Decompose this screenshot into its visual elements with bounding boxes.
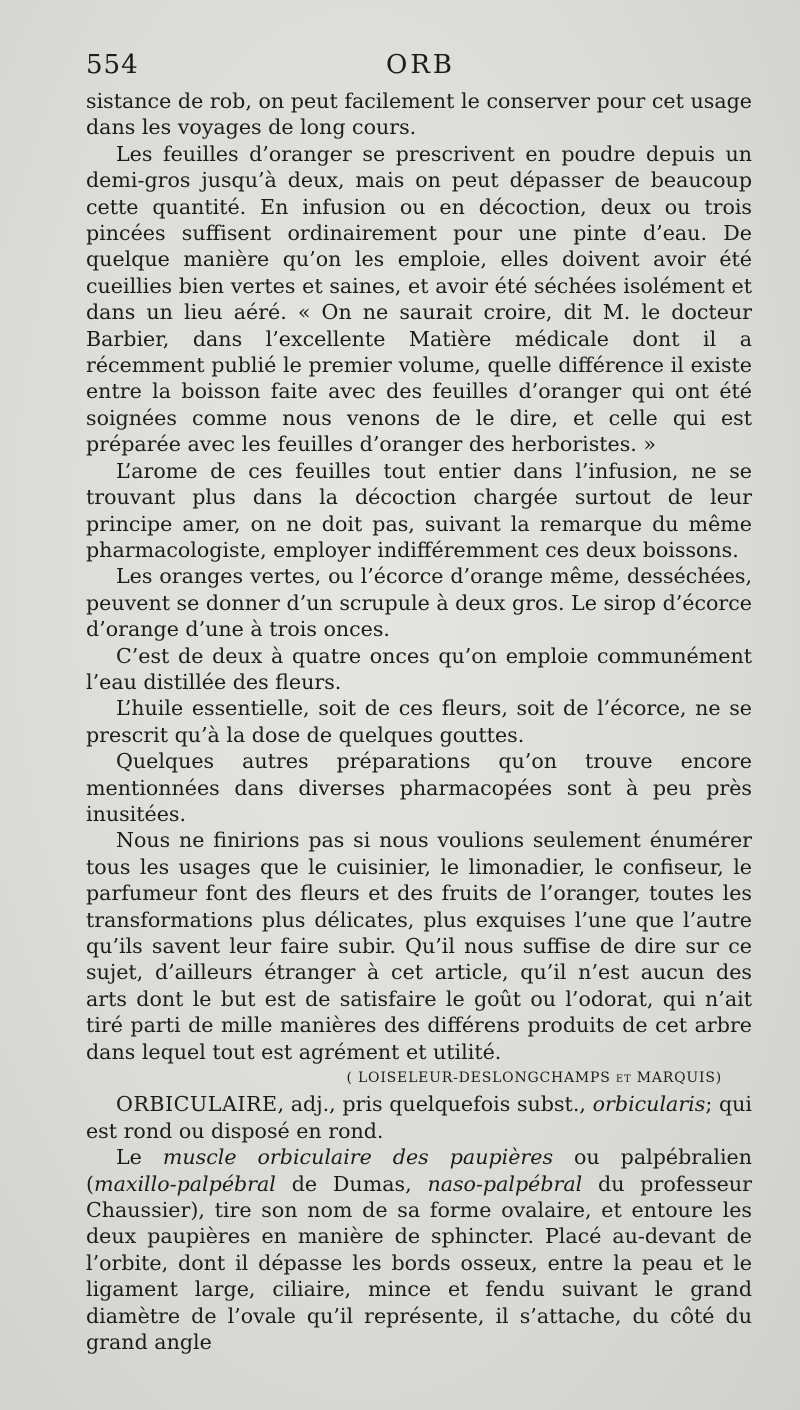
paragraph-text: ou palpébralien ( (86, 1145, 752, 1196)
paragraph-text: du professeur Chaussier), tire son nom de sa forme ovalaire, et entoure les deux paupières en manière de sphincter. Placé au-devant de l’orbite, dont il dépasse les bords osseux, entre la peau et le ligament large, ciliaire, mince et fendu suivant le grand diamètre de l’ovale qu’il représente, il s’attache, du côté du grand angle (86, 1171, 752, 1355)
entry-definition: ; qui est rond ou disposé en rond. (86, 1092, 752, 1143)
dictionary-entry (86, 1091, 752, 1144)
body-text (86, 88, 752, 1356)
paragraph: L’huile essentielle, soit de ces fleurs, soit de l’écorce, ne se prescrit qu’à la dose de quelques gouttes. (86, 696, 752, 747)
entry-grammar: , adj., pris quelquefois subst., (277, 1092, 586, 1117)
muscle-term: muscle orbiculaire des paupières (162, 1145, 554, 1170)
synonym-term: naso-palpébral (427, 1171, 583, 1196)
running-head: ORB (386, 50, 455, 80)
paragraph: sistance de rob, on peut facilement le conserver pour cet usage dans les voyages de long cours. (86, 89, 752, 140)
paragraph: Quelques autres préparations qu’on trouve encore mentionnées dans diverses pharmacopées sont à peu près inusitées. (86, 749, 752, 826)
entry-latin: orbicularis (592, 1092, 706, 1117)
article-word: Le (116, 1145, 142, 1170)
page-number: 554 (86, 50, 139, 80)
page-header (86, 50, 752, 90)
paragraph: Nous ne finirions pas si nous voulions seulement énumérer tous les usages que le cuisinier, le limonadier, le confiseur, le parfumeur font des fleurs et des fruits de l’oranger, toutes les transformations plus délicates, plus exquises l’une que l’autre qu’ils savent leur faire subir. Qu’il nous suffise de dire sur ce sujet, d’ailleurs étranger à cet article, qu’il n’est aucun des arts dont le but est de satisfaire le goût ou l’odorat, qui n’ait tiré parti de mille manières des différens produits de cet arbre dans lequel tout est agrément et utilité. (86, 828, 752, 1064)
paragraph: Les oranges vertes, ou l’écorce d’orange même, desséchées, peuvent se donner d’un scrupule à deux gros. Le sirop d’écorce d’orange d’une à trois onces. (86, 564, 752, 642)
paragraph: L’arome de ces feuilles tout entier dans l’infusion, ne se trouvant plus dans la décoction chargée surtout de leur principe amer, on ne doit pas, suivant la remarque du même pharmacologiste, employer indifféremment ces deux boissons. (86, 458, 752, 562)
paragraph: Les feuilles d’oranger se prescrivent en poudre depuis un demi-gros jusqu’à deux, mais on peut dépasser de beaucoup cette quantité. En infusion ou en décoction, deux ou trois pincées suffisent ordinairement pour une pinte d’eau. De quelque manière qu’on les emploie, elles doivent avoir été cueillies bien vertes et saines, et avoir été séchées isolément et dans un lieu aéré. « On ne saurait croire, dit M. le docteur Barbier, dans l’excellente Matière médicale dont il a récemment publié le premier volume, quelle différence il existe entre la boisson faite avec des feuilles d’oranger qui ont été soignées comme nous venons de le dire, et celle qui est préparée avec les feuilles d’oranger des herboristes. » (86, 141, 752, 457)
author-signature: ( LOISELEUR-DESLONGCHAMPS et MARQUIS) (346, 1070, 722, 1087)
entry-headword: ORBICULAIRE (116, 1092, 278, 1117)
paragraph (86, 1144, 752, 1355)
paragraph: C’est de deux à quatre onces qu’on emploie communément l’eau distillée des fleurs. (86, 643, 752, 694)
synonym-term: maxillo-palpébral (94, 1171, 276, 1196)
paragraph-text: de Dumas, (275, 1171, 428, 1196)
